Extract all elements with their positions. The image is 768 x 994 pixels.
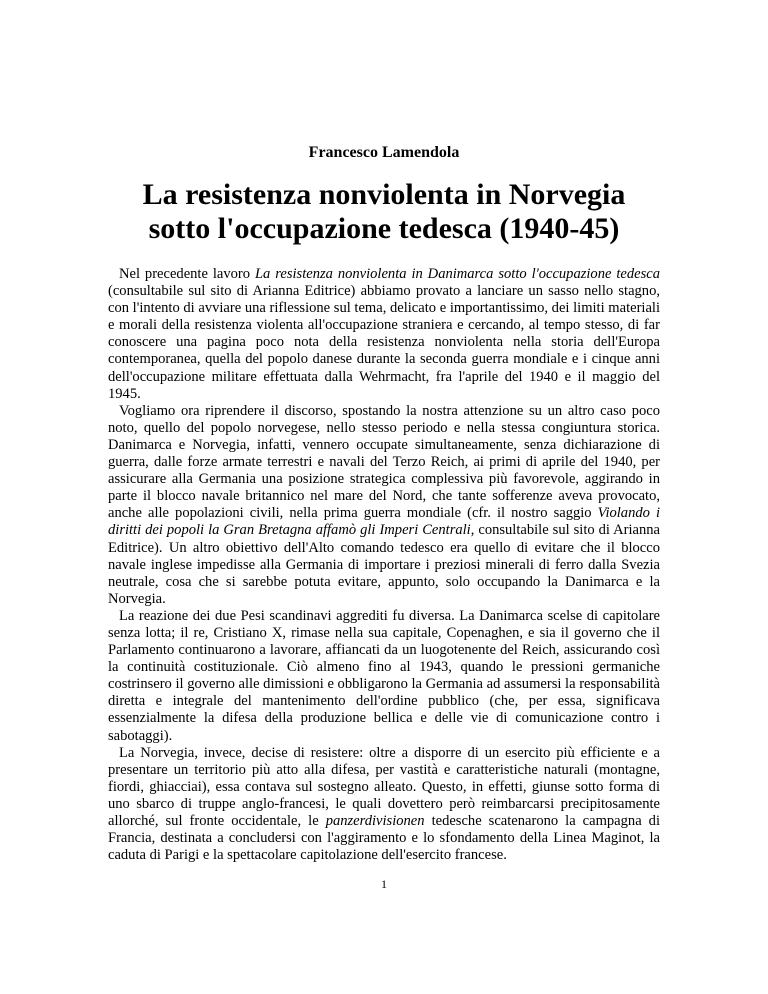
title-line-2: sotto l'occupazione tedesca (1940-45): [148, 212, 620, 245]
paragraph-4-text-a: La Norvegia, invece, decise di resistere: oltre a disporre di un esercito più efficiente e a presentare un territorio più atto alla difesa, per vastità e caratteristiche naturali (montagne, fiordi, ghiacciai), essa contava sul sostegno alleato. Questo, in effetti, giunse sotto forma di uno sbarco di truppe anglo-francesi, le quali dovettero però reimbarcarsi precipitosamente allorché, sul fronte occidentale, le: [108, 744, 660, 829]
paragraph-1-text-a: Nel precedente lavoro: [119, 266, 255, 282]
paragraph-2: [108, 403, 660, 608]
work-title-violando: Violando i diritti dei popoli la Gran Bretagna affamò gli Imperi Centrali: [108, 505, 661, 539]
work-title-danimarca: La resistenza nonviolenta in Danimarca sotto l'occupazione tedesca: [254, 266, 660, 282]
document-body: [108, 266, 660, 864]
paragraph-4: [108, 745, 660, 865]
page-number: 1: [381, 877, 387, 891]
paragraph-1-text-c: (consultabile sul sito di Arianna Editrice) abbiamo provato a lanciare un sasso nello stagno, con l'intento di avviare una riflessione sul tema, delicato e importantissimo, dei limiti materiali e morali della resistenza violenta all'occupazione straniera e cercando, al tempo stesso, di far conoscere una pagina poco nota della resistenza nonviolenta nella storia dell'Europa contemporanea, quella del popolo danese durante la seconda guerra mondiale e i cinque anni dell'occupazione militare effettuata dalla Wehrmacht, fra l'aprile del 1940 e il maggio del 1945.: [108, 283, 660, 402]
term-panzerdivisionen: panzerdivisionen: [325, 813, 425, 829]
document-title: [108, 178, 660, 246]
paragraph-1: [108, 266, 660, 403]
paragraph-2-text-c: , consultabile sul sito di Arianna Editrice). Un altro obiettivo dell'Alto comando tedesco era quello di evitare che il blocco navale inglese impedisse alla Germania di importare i preziosi minerali di ferro dalla Svezia neutrale, cosa che si sarebbe potuta evitare, appunto, solo occupando la Danimarca e la Norvegia.: [108, 522, 660, 607]
author-name: Francesco Lamendola: [308, 144, 460, 161]
paragraph-3: La reazione dei due Pesi scandinavi aggrediti fu diversa. La Danimarca scelse di capitolare senza lotta; il re, Cristiano X, rimase nella sua capitale, Copenaghen, e sia il governo che il Parlamento continuarono a lavorare, affiancati da un luogotenente del Reich, assicurando così la continuità costituzionale. Ciò almeno fino al 1943, quando le pressioni germaniche costrinsero il governo alle dimissioni e obbligarono la Germania ad assumersi la responsabilità diretta e integrale del mantenimento dell'ordine pubblico (che, per essa, significava essenzialmente la difesa della produzione bellica e delle vie di comunicazione contro i sabotaggi).: [108, 607, 660, 744]
paragraph-4-text-c: tedesche scatenarono la campagna di Francia, destinata a concludersi con l'aggiramento e lo sfondamento della Linea Maginot, la caduta di Parigi e la spettacolare capitolazione dell'esercito francese.: [108, 813, 660, 864]
paragraph-2-text-a: Vogliamo ora riprendere il discorso, spostando la nostra attenzione su un altro caso poco noto, quello del popolo norvegese, nello stesso periodo e nella stessa congiuntura storica. Danimarca e Norvegia, infatti, vennero occupate simultaneamente, senza dichiarazione di guerra, dalle forze armate terrestri e navali del Terzo Reich, ai primi di aprile del 1940, per assicurare alla Germania una posizione strategica complessiva più favorevole, aggirando in parte il blocco navale britannico nel mare del Nord, che tante sofferenze aveva provocato, anche alle popolazioni civili, nella prima guerra mondiale (cfr. il nostro saggio: [108, 402, 660, 522]
title-line-1: La resistenza nonviolenta in Norvegia: [142, 178, 626, 211]
